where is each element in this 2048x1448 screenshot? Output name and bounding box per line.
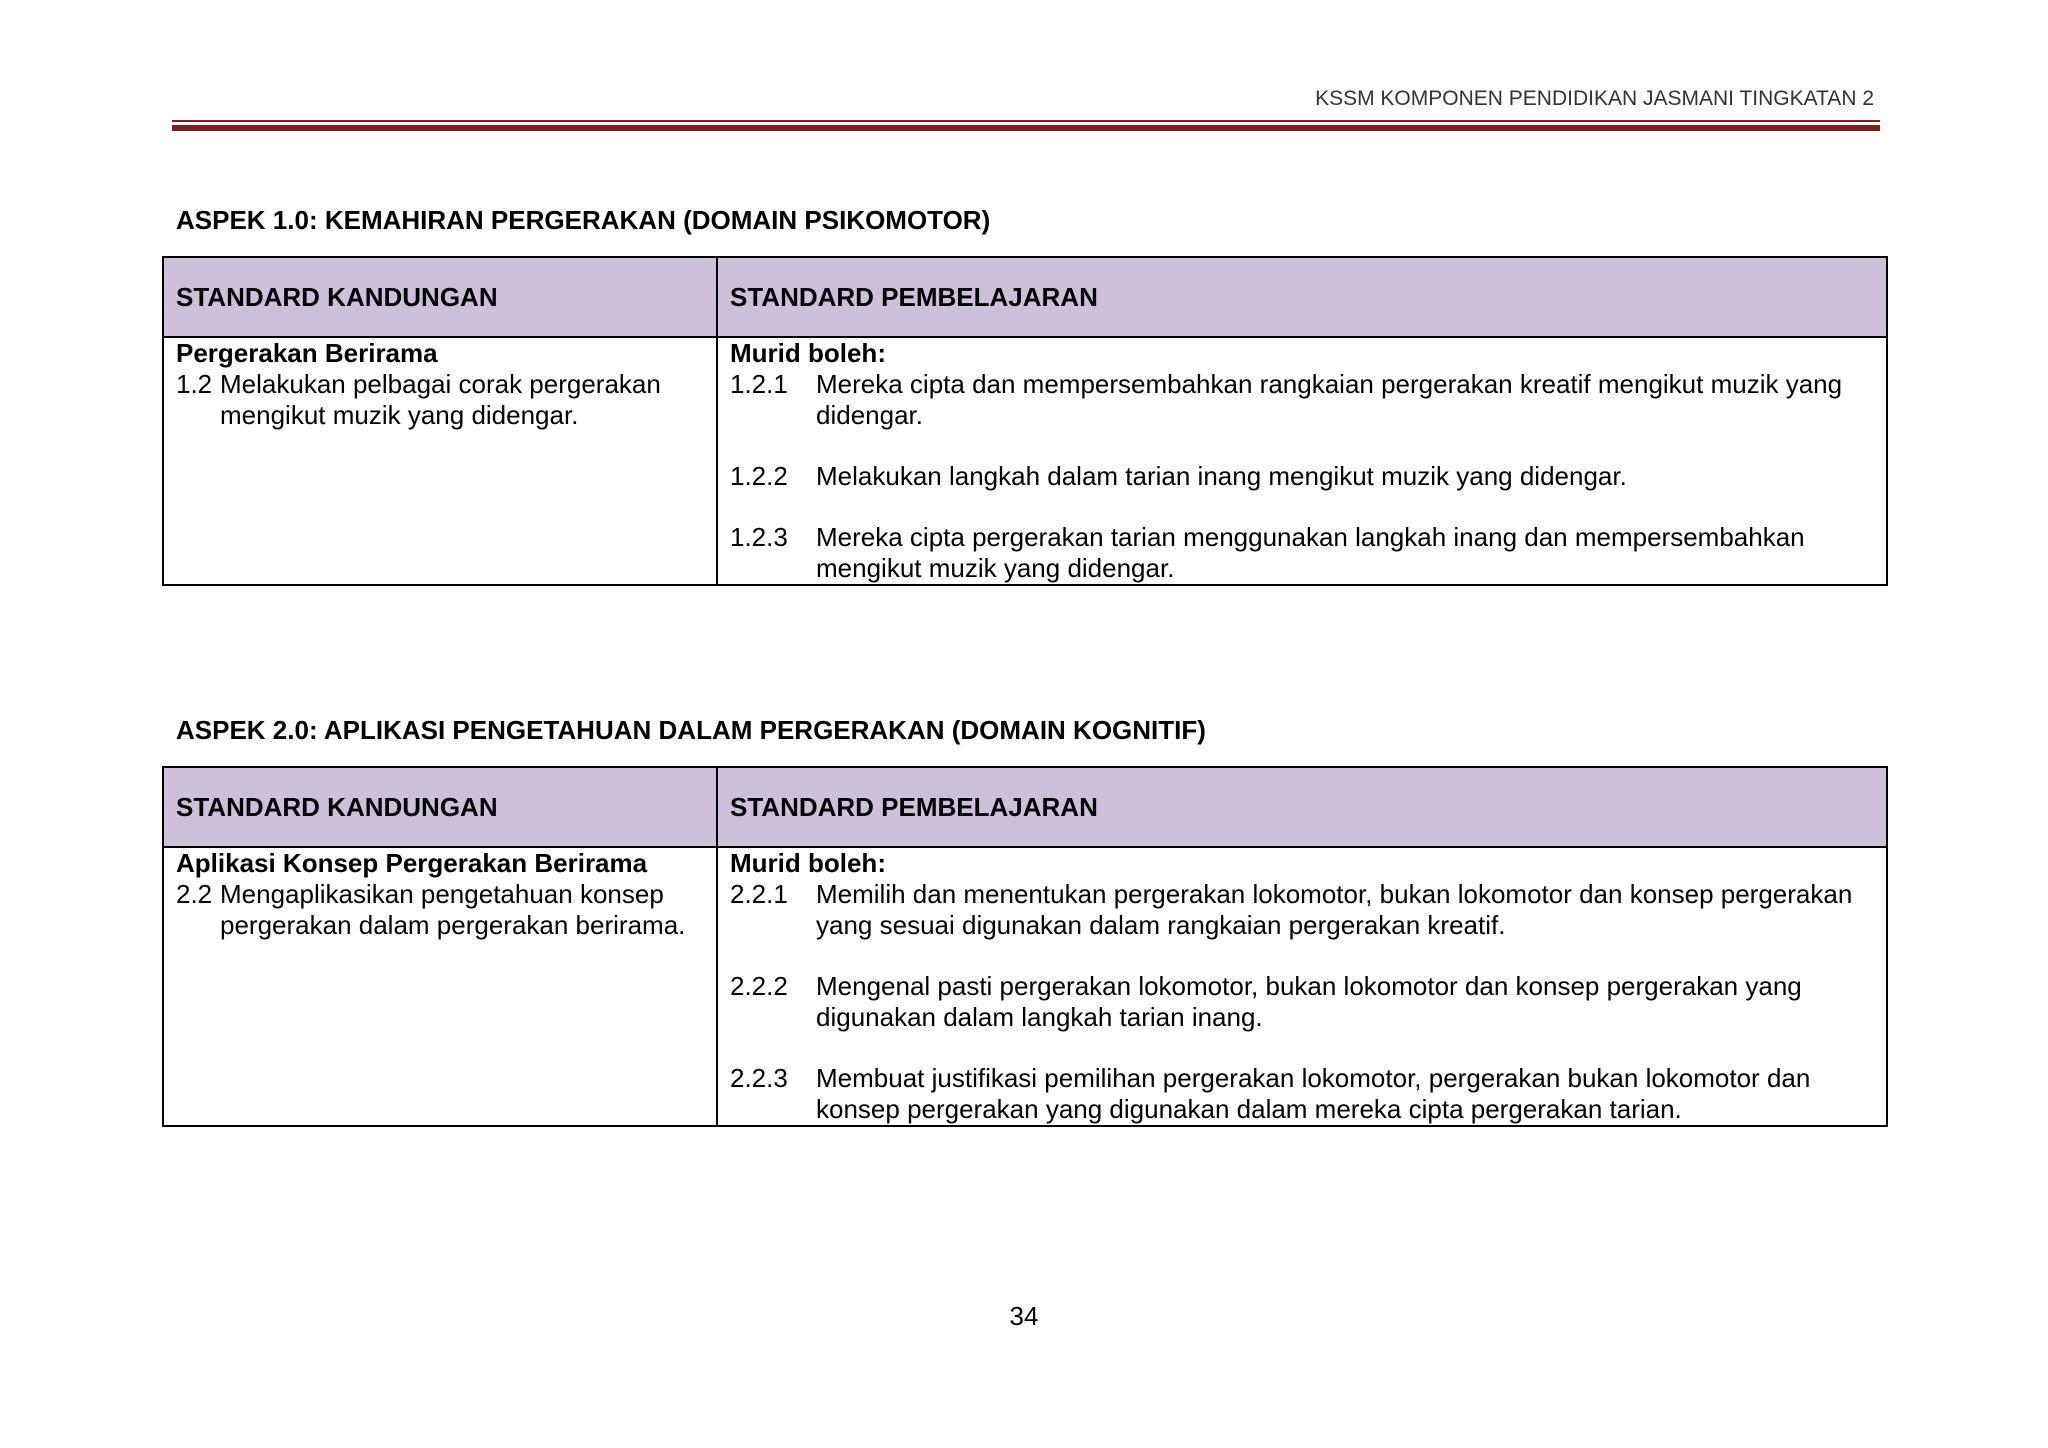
learning-item <box>730 461 1874 492</box>
content-standard-title: Pergerakan Berirama <box>176 338 438 368</box>
learning-item-number: 1.2.1 <box>730 369 788 399</box>
learning-item-number: 1.2.3 <box>730 522 788 552</box>
section-1-table <box>162 256 1888 586</box>
table-row <box>163 847 1887 1126</box>
learning-item-number: 2.2.3 <box>730 1063 788 1093</box>
learning-intro: Murid boleh: <box>730 848 886 878</box>
running-header <box>172 86 1880 131</box>
section-1-title: ASPEK 1.0: KEMAHIRAN PERGERAKAN (DOMAIN PSIKOMOTOR) <box>176 205 991 235</box>
table-header-row <box>163 767 1887 847</box>
content-standard-cell <box>163 847 717 1126</box>
section-2-title: ASPEK 2.0: APLIKASI PENGETAHUAN DALAM PERGERAKAN (DOMAIN KOGNITIF) <box>176 715 1206 745</box>
content-standard-item <box>176 879 704 941</box>
table-header-row <box>163 257 1887 337</box>
learning-item <box>730 369 1874 431</box>
learning-item <box>730 879 1874 941</box>
learning-item-number: 1.2.2 <box>730 461 788 491</box>
header-rule-thick <box>172 125 1880 131</box>
learning-item <box>730 971 1874 1033</box>
content-standard-text: Mengaplikasikan pengetahuan konsep pergerakan dalam pergerakan berirama. <box>220 879 686 940</box>
learning-item <box>730 1063 1874 1125</box>
content-standard-number: 1.2 <box>176 369 213 399</box>
learning-item-text: Memilih dan menentukan pergerakan lokomotor, bukan lokomotor dan konsep pergerakan yang sesuai digunakan dalam rangkaian pergerakan kreatif. <box>816 879 1853 940</box>
content-standard-cell <box>163 337 717 585</box>
learning-item-text: Mereka cipta pergerakan tarian menggunakan langkah inang dan mempersembahkan mengikut muzik yang didengar. <box>816 522 1805 583</box>
learning-item-text: Mereka cipta dan mempersembahkan rangkaian pergerakan kreatif mengikut muzik yang didengar. <box>816 369 1843 430</box>
header-title: KSSM KOMPONEN PENDIDIKAN JASMANI TINGKATAN 2 <box>1315 87 1874 110</box>
content-standard-item <box>176 369 704 431</box>
learning-item-text: Melakukan langkah dalam tarian inang mengikut muzik yang didengar. <box>816 461 1627 491</box>
content-standard-number: 2.2 <box>176 879 213 909</box>
header-standard-pembelajaran: STANDARD PEMBELAJARAN <box>717 257 1887 337</box>
header-standard-kandungan: STANDARD KANDUNGAN <box>163 767 717 847</box>
header-standard-kandungan: STANDARD KANDUNGAN <box>163 257 717 337</box>
learning-standard-cell <box>717 337 1887 585</box>
table-row <box>163 337 1887 585</box>
content-standard-title: Aplikasi Konsep Pergerakan Berirama <box>176 848 648 878</box>
learning-intro: Murid boleh: <box>730 338 886 368</box>
header-rule-thin <box>172 120 1880 122</box>
header-standard-pembelajaran: STANDARD PEMBELAJARAN <box>717 767 1887 847</box>
learning-item-number: 2.2.2 <box>730 971 788 1001</box>
learning-item-number: 2.2.1 <box>730 879 788 909</box>
learning-item <box>730 522 1874 584</box>
learning-standard-cell <box>717 847 1887 1126</box>
learning-item-text: Mengenal pasti pergerakan lokomotor, bukan lokomotor dan konsep pergerakan yang digunakan dalam langkah tarian inang. <box>816 971 1802 1032</box>
section-2-table <box>162 766 1888 1127</box>
learning-item-text: Membuat justifikasi pemilihan pergerakan lokomotor, pergerakan bukan lokomotor dan konsep pergerakan yang digunakan dalam mereka cipta pergerakan tarian. <box>816 1063 1811 1124</box>
content-standard-text: Melakukan pelbagai corak pergerakan mengikut muzik yang didengar. <box>220 369 661 430</box>
page-number: 34 <box>1009 1301 1039 1331</box>
